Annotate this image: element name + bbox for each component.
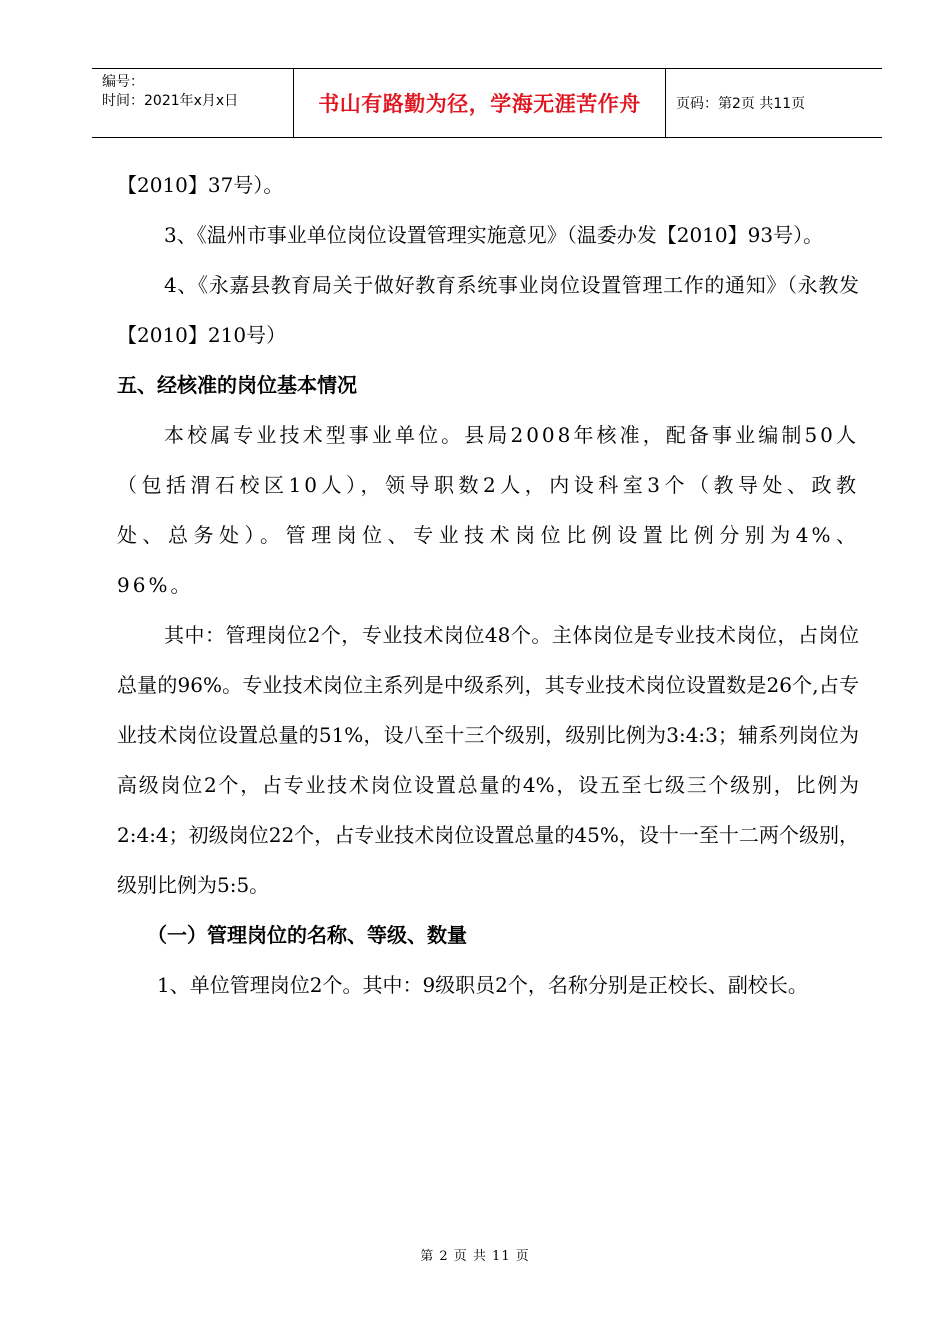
paragraph-management-posts: 1、单位管理岗位2个。其中：9级职员2个，名称分别是正校长、副校长。 xyxy=(157,973,808,997)
paragraph-citation-end: 【2010】37号）。 xyxy=(117,173,284,197)
number-label: 编号： xyxy=(102,74,144,90)
page-header xyxy=(92,68,882,138)
header-motto: 书山有路勤为径，学海无涯苦作舟 xyxy=(294,69,666,137)
subsection-heading-1: （一）管理岗位的名称、等级、数量 xyxy=(147,923,467,947)
paragraph-post-breakdown: 其中：管理岗位2个，专业技术岗位48个。主体岗位是专业技术岗位，占岗位总量的96%。专业技术岗位主系列是中级系列，其专业技术岗位设置数是26个,占专业技术岗位设置总量的51%，设八至十三个级别，级别比例为3:4:3；辅系列岗位为高级岗位2个，占专业技术岗位设置总量的4%，设五至七级三个级别，比例为2:4:4；初级岗位22个，占专业技术岗位设置总量的45%，设十一至十二两个级别，级别比例为5:5。 xyxy=(117,623,859,897)
paragraph-unit-overview: 本校属专业技术型事业单位。县局2008年核准，配备事业编制50人（包括渭石校区10人），领导职数2人，内设科室3个（教导处、政教处、总务处）。管理岗位、专业技术岗位比例设置比例分别为4%、96%。 xyxy=(117,423,859,597)
header-page-info: 页码：第2页 共11页 xyxy=(676,96,806,112)
paragraph-item-3: 3、《温州市事业单位岗位设置管理实施意见》（温委办发【2010】93号）。 xyxy=(164,223,824,247)
header-meta xyxy=(92,69,294,137)
page-footer: 第 2 页 共 11 页 xyxy=(420,1249,530,1264)
time-label: 时间：2021年x月x日 xyxy=(102,93,239,109)
document-body xyxy=(117,160,859,1010)
paragraph-item-4: 4、《永嘉县教育局关于做好教育系统事业岗位设置管理工作的通知》（永教发【2010】210号） xyxy=(117,273,859,347)
section-heading-5: 五、经核准的岗位基本情况 xyxy=(117,373,357,397)
